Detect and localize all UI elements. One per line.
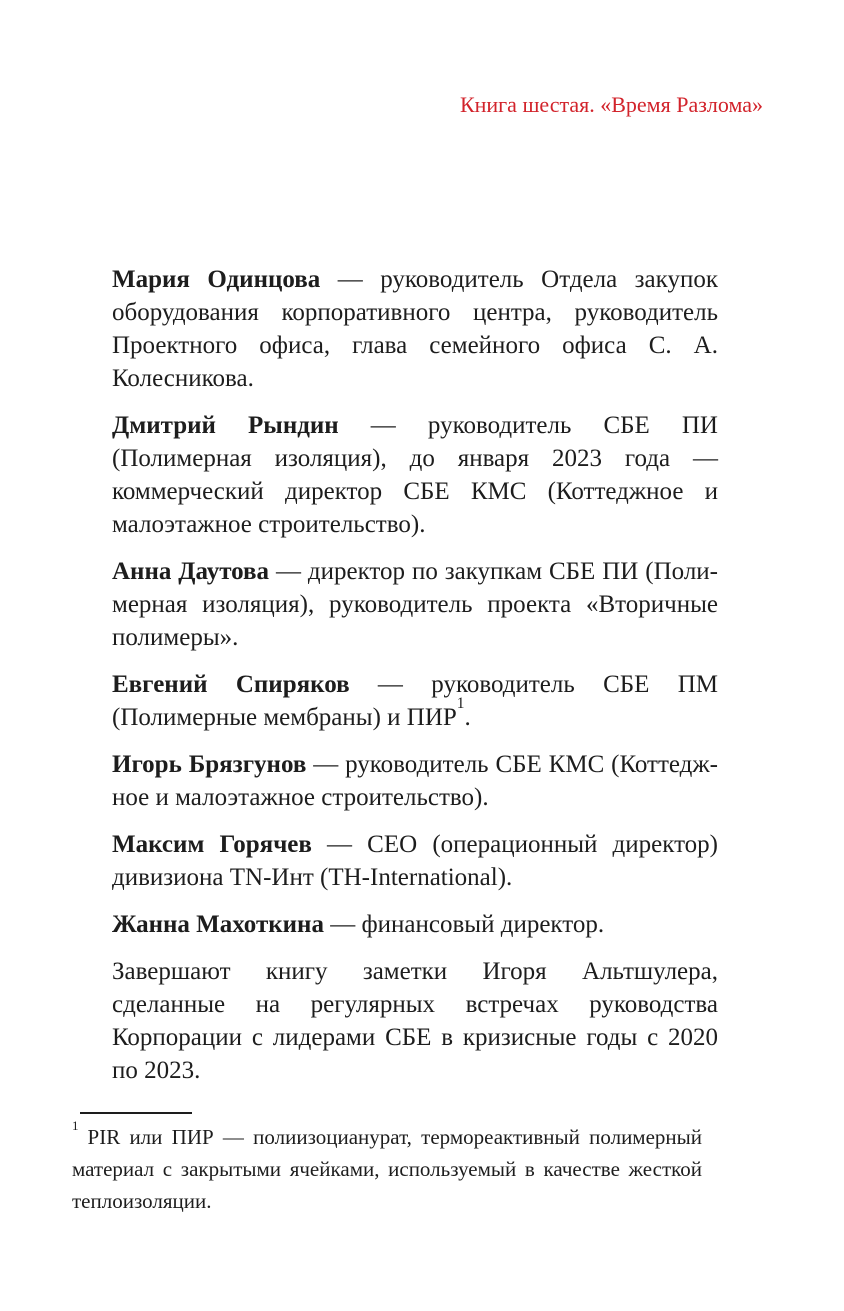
person-entry [112, 555, 718, 654]
running-head: Книга шестая. «Время Разлома» [459, 92, 763, 117]
person-entry [112, 668, 718, 734]
person-name: Анна Даутова [112, 558, 270, 585]
footnote-ref: 1 [456, 694, 465, 712]
person-name: Жанна Махоткина [112, 911, 324, 938]
footnote-body: PIR или ПИР — полиизоцианурат, термореактивный полимерный материал с закрытыми ячейками, используемый в качестве жесткой теплоизоляции. [72, 1125, 702, 1213]
footnote-rule [80, 1112, 192, 1114]
person-role: — финансовый директор. [323, 911, 605, 938]
footnote [72, 1112, 702, 1217]
person-role: — руководитель СБЕ ПМ (Полимерные мембраны) и ПИР [112, 671, 718, 731]
person-name: Игорь Брязгунов [112, 751, 307, 778]
main-text-block [112, 263, 718, 1087]
person-role: — CEO (операционный директор) дивизиона TN-Инт (TH-International). [112, 831, 718, 891]
person-role: — руководитель СБЕ КМС (Коттеджное и малоэтажное строительство). [112, 751, 718, 811]
person-role: — директор по закупкам СБЕ ПИ (Полимерная изоляция), руководитель проекта «Вторичные полимеры». [112, 558, 718, 651]
footnote-text [72, 1117, 702, 1217]
person-entry [112, 409, 718, 541]
person-entry [112, 263, 718, 395]
person-entry [112, 828, 718, 894]
person-name: Максим Горячев [112, 831, 312, 858]
person-role: — руководитель Отдела закупок оборудования корпоративного центра, руководитель Проектного офиса, глава семейного офиса С. А. Колесникова. [112, 266, 718, 392]
person-role: — руководитель СБЕ ПИ (Полимерная изоляция), до января 2023 года — коммерческий директор СБЕ КМС (Коттеджное и малоэтажное строительство). [112, 412, 718, 538]
person-name: Мария Одинцова [112, 266, 321, 293]
footnote-marker: 1 [72, 1117, 79, 1133]
person-name: Евгений Спиряков [112, 671, 350, 698]
person-role-tail: . [464, 704, 471, 731]
person-entry [112, 908, 718, 941]
person-name: Дмитрий Рындин [112, 412, 339, 439]
closing-paragraph: Завершают книгу заметки Игоря Альтшулера, сделанные на регулярных встречах руководства Корпорации с лидерами СБЕ в кризисные годы с 2020 по 2023. [112, 958, 718, 1084]
person-entry [112, 748, 718, 814]
